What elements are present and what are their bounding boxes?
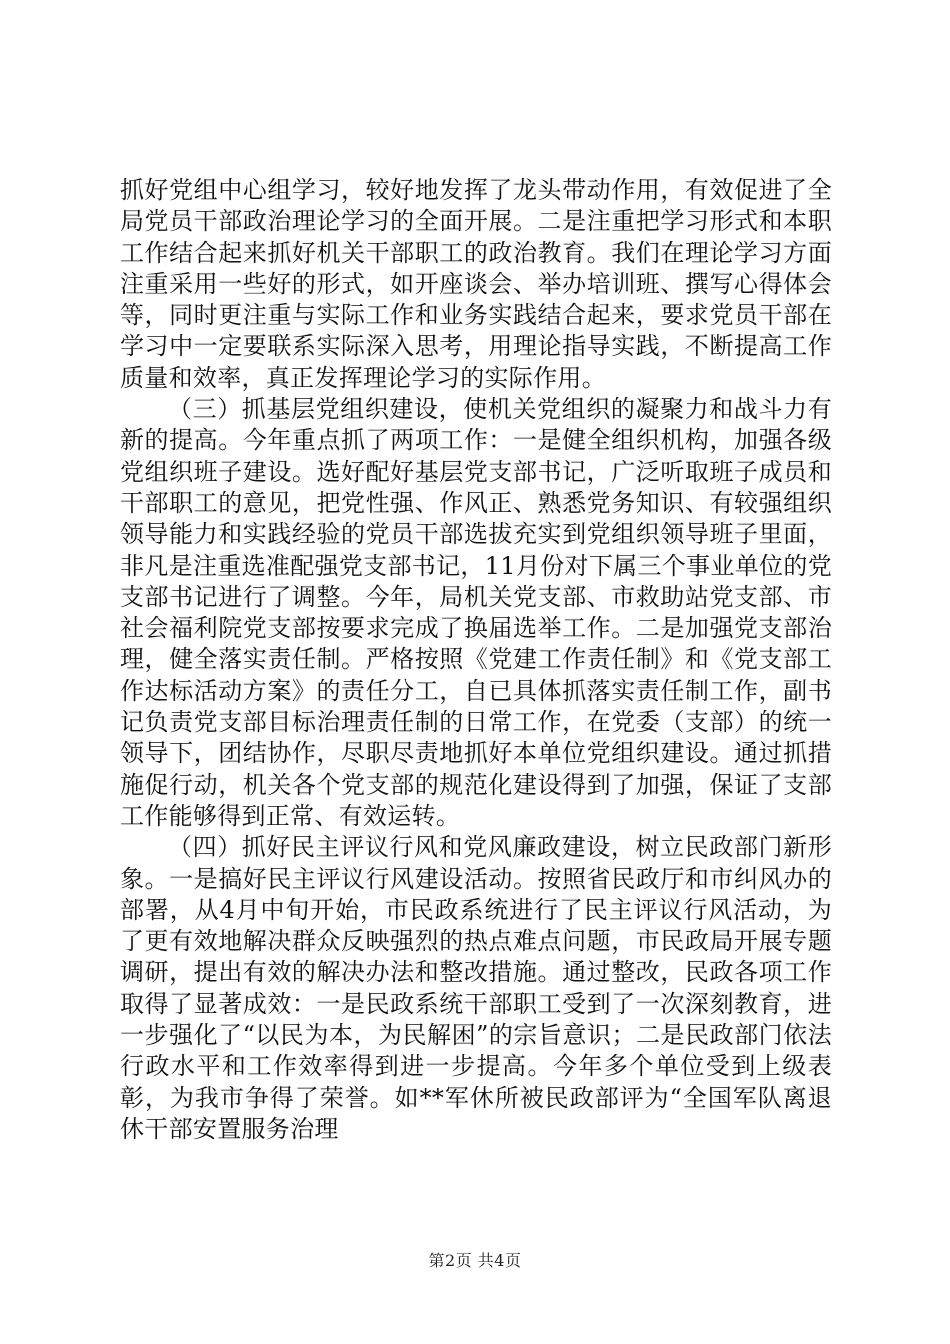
paragraph-1: 抓好党组中心组学习，较好地发挥了龙头带动作用，有效促进了全局党员干部政治理论学习的全面开展。二是注重把学习形式和本职工作结合起来抓好机关干部职工的政治教育。我们在理论学习方面注重采用一些好的形式，如开座谈会、举办培训班、撰写心得体会等，同时更注重与实际工作和业务实践结合起来，要求党员干部在学习中一定要联系实际深入思考，用理论指导实践，不断提高工作质量和效率，真正发挥理论学习的实际作用。 xyxy=(120,176,832,392)
page-number-footer: 第2页 共4页 xyxy=(428,1251,522,1270)
document-body xyxy=(120,175,832,1145)
paragraph-3: （四）抓好民主评议行风和党风廉政建设，树立民政部门新形象。一是搞好民主评议行风建设活动。按照省民政厅和市纠风办的部署，从4月中旬开始，市民政系统进行了民主评议行风活动，为了更有效地解决群众反映强烈的热点难点问题，市民政局开展专题调研，提出有效的解决办法和整改措施。通过整改，民政各项工作取得了显著成效：一是民政系统干部职工受到了一次深刻教育，进一步强化了“以民为本，为民解困”的宗旨意识；二是民政部门依法行政水平和工作效率得到进一步提高。今年多个单位受到上级表彰，为我市争得了荣誉。如**军休所被民政部评为“全国军队离退休干部安置服务治理 xyxy=(120,833,832,1143)
paragraph-2: （三）抓基层党组织建设，使机关党组织的凝聚力和战斗力有新的提高。今年重点抓了两项工作：一是健全组织机构，加强各级党组织班子建设。选好配好基层党支部书记，广泛听取班子成员和干部职工的意见，把党性强、作风正、熟悉党务知识、有较强组织领导能力和实践经验的党员干部选拔充实到党组织领导班子里面，非凡是注重选准配强党支部书记，11月份对下属三个事业单位的党支部书记进行了调整。今年，局机关党支部、市救助站党支部、市社会福利院党支部按要求完成了换届选举工作。二是加强党支部治理，健全落实责任制。严格按照《党建工作责任制》和《党支部工作达标活动方案》的责任分工，自已具体抓落实责任制工作，副书记负责党支部目标治理责任制的日常工作，在党委（支部）的统一领导下，团结协作，尽职尽责地抓好本单位党组织建设。通过抓措施促行动，机关各个党支部的规范化建设得到了加强，保证了支部工作能够得到正常、有效运转。 xyxy=(120,395,832,830)
